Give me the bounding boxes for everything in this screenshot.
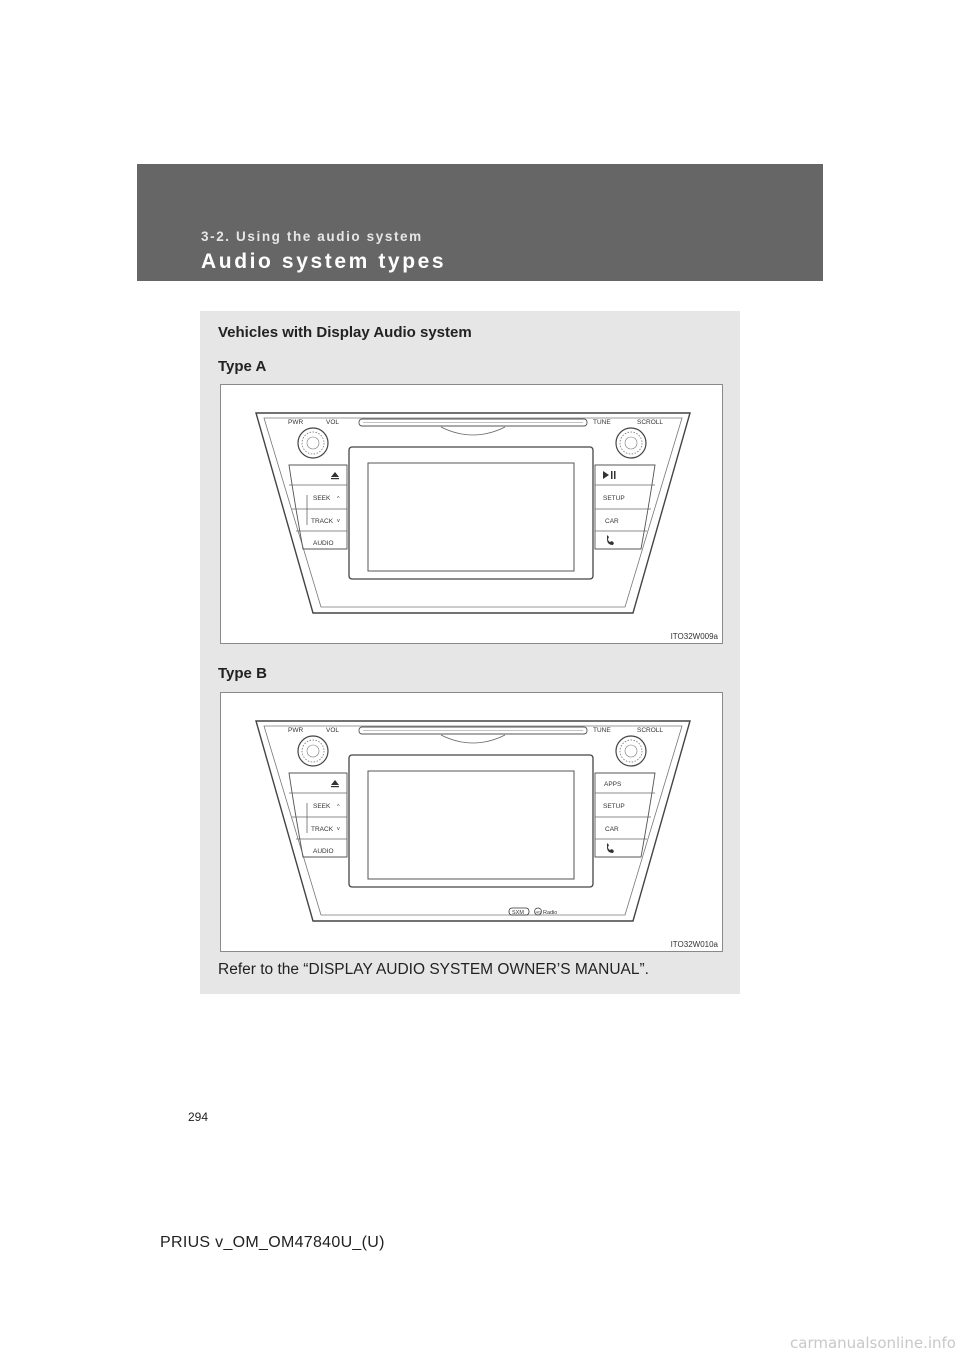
figure-type-b	[220, 692, 723, 952]
seek-label: SEEK	[313, 495, 331, 502]
svg-text:Radio: Radio	[543, 910, 558, 916]
hd-radio-logo	[535, 908, 558, 916]
page-title: Audio system types	[201, 250, 447, 273]
vol-label: VOL	[326, 419, 340, 426]
chevron-down-icon: v	[337, 826, 340, 832]
car-label: CAR	[605, 518, 619, 525]
track-label: TRACK	[311, 826, 334, 833]
section-header	[137, 164, 823, 281]
section-label: 3-2. Using the audio system	[201, 229, 423, 244]
audio-label: AUDIO	[313, 848, 334, 855]
info-box	[200, 311, 740, 994]
head-unit-type-a	[221, 385, 722, 643]
pwr-vol-knob	[298, 736, 328, 766]
seek-label: SEEK	[313, 803, 331, 810]
chevron-down-icon: v	[337, 518, 340, 524]
audio-label: AUDIO	[313, 540, 334, 547]
reference-note: Refer to the “DISPLAY AUDIO SYSTEM OWNER’S MANUAL”.	[218, 961, 649, 978]
watermark: carmanualsonline.info	[790, 1334, 956, 1352]
tune-label: TUNE	[593, 419, 611, 426]
svg-text:HD: HD	[535, 909, 542, 915]
apps-label: APPS	[604, 781, 622, 788]
setup-label: SETUP	[603, 495, 625, 502]
tune-scroll-knob	[616, 736, 646, 766]
chevron-up-icon: ^	[337, 804, 340, 810]
page-number: 294	[188, 1110, 209, 1124]
figure-code: ITO32W009a	[670, 632, 718, 641]
pwr-vol-knob	[298, 428, 328, 458]
type-a-label: Type A	[218, 358, 267, 375]
display-screen	[368, 463, 574, 571]
display-screen	[368, 771, 574, 879]
chevron-up-icon: ^	[337, 496, 340, 502]
scroll-label: SCROLL	[637, 727, 664, 734]
tune-scroll-knob	[616, 428, 646, 458]
track-label: TRACK	[311, 518, 334, 525]
pwr-label: PWR	[288, 419, 304, 426]
tune-label: TUNE	[593, 727, 611, 734]
pwr-label: PWR	[288, 727, 304, 734]
type-b-label: Type B	[218, 665, 267, 682]
vol-label: VOL	[326, 727, 340, 734]
figure-type-a	[220, 384, 723, 644]
svg-text:SXM: SXM	[512, 910, 524, 916]
figure-code: ITO32W010a	[670, 940, 718, 949]
head-unit-type-b	[221, 693, 722, 951]
scroll-label: SCROLL	[637, 419, 664, 426]
manual-code: PRIUS v_OM_OM47840U_(U)	[160, 1234, 385, 1251]
setup-label: SETUP	[603, 803, 625, 810]
box-heading: Vehicles with Display Audio system	[218, 324, 472, 341]
car-label: CAR	[605, 826, 619, 833]
